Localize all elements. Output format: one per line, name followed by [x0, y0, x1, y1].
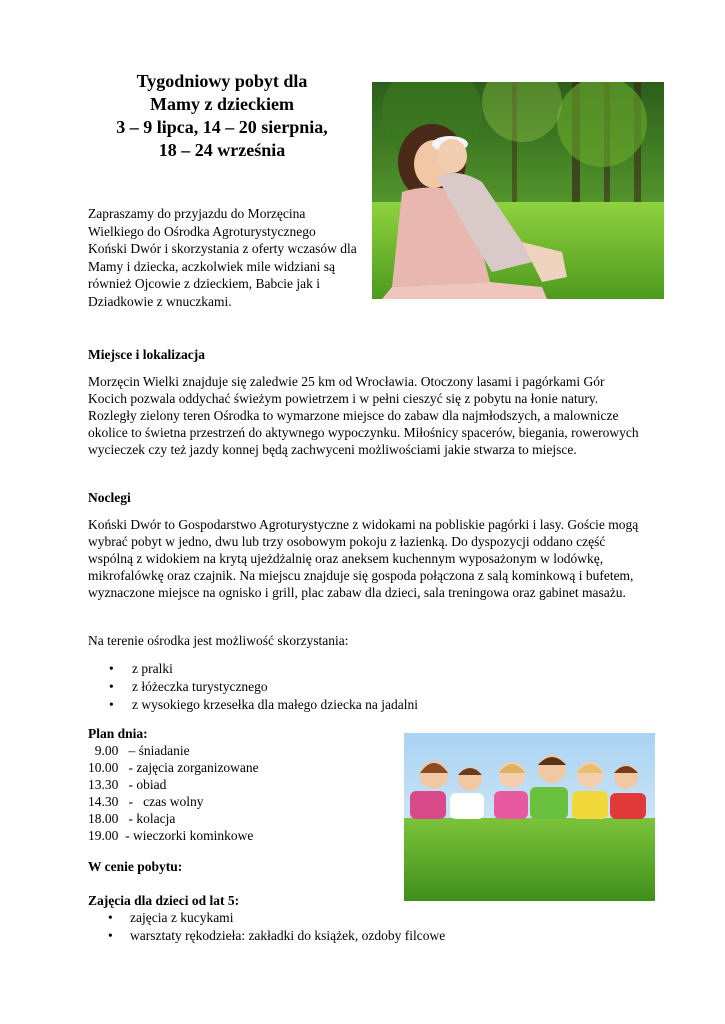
- kids-heading: Zajęcia dla dzieci od lat 5:: [88, 893, 240, 908]
- plan-title: Plan dnia:: [88, 726, 148, 741]
- title-line-3: 3 – 9 lipca, 14 – 20 sierpnia,: [116, 117, 328, 137]
- plan-row: 19.00 - wieczorki kominkowe: [88, 828, 254, 843]
- plan-row: 9.00 – śniadanie: [88, 743, 190, 758]
- title-line-2: Mamy z dzieckiem: [150, 94, 294, 114]
- plan-row: 10.00 - zajęcia zorganizowane: [88, 760, 259, 775]
- title-line-1: Tygodniowy pobyt dla: [136, 71, 308, 91]
- location-heading: Miejsce i lokalizacja: [88, 347, 205, 362]
- day-plan: [88, 725, 259, 844]
- amenities-intro: Na terenie ośrodka jest możliwość skorzystania:: [88, 633, 349, 648]
- price-heading: W cenie pobytu:: [88, 859, 183, 874]
- kids-activities-list: [88, 909, 445, 945]
- lodging-text: Koński Dwór to Gospodarstwo Agroturystyczne z widokami na pobliskie pagórki i lasy. Goście mogą wybrać pobyt w jedno, dwu lub trzy osobowym pokoju z łazienką. Do dyspozycji oddano część wspólną z widokiem na krytą ujeżdżalnię oraz aneksem kuchennym wyposażonym w lodówkę, mikrofalówkę oraz czajnik. Na miejscu znajduje się gospoda połączona z salą kominkową i bufetem, wyznaczone miejsce na ognisko i grill, plac zabaw dla dzieci, sala treningowa oraz gabinet masażu.: [88, 517, 639, 600]
- mother-daughter-photo: [372, 82, 664, 299]
- list-item: • zajęcia z kucykami: [108, 910, 234, 925]
- plan-row: 13.30 - obiad: [88, 777, 167, 792]
- bullet-icon: •: [109, 661, 114, 676]
- list-item: • z łóżeczka turystycznego: [109, 679, 268, 694]
- title-line-4: 18 – 24 września: [158, 140, 286, 160]
- plan-row: 14.30 - czas wolny: [88, 794, 204, 809]
- location-text: Morzęcin Wielki znajduje się zaledwie 25 km od Wrocławia. Otoczony lasami i pagórkami Gór Kocich pozwala oddychać świeżym powietrzem i w pełni cieszyć się z pobytu na łonie natury. Rozległy zielony teren Ośrodka to wymarzone miejsce do zabaw dla najmłodszych, a malownicze okolice to świetna przestrzeń do aktywnego wypoczynku. Miłośnicy spacerów, biegania, rowerowych wycieczek czy też jazdy konnej będą zachwyceni możliwościami jakie stwarza to miejsce.: [88, 374, 639, 457]
- list-item: • z wysokiego krzesełka dla małego dziecka na jadalni: [109, 697, 419, 712]
- intro-text: Zapraszamy do przyjazdu do Morzęcina Wielkiego do Ośrodka Agroturystycznego Koński Dwór i skorzystania z oferty wczasów dla Mamy i dziecka, aczkolwiek mile widziani są również Ojcowie z dzieckiem, Babcie jak i Dziadkowie z wnuczkami.: [88, 206, 357, 309]
- children-on-grass-photo: [404, 733, 655, 901]
- bullet-icon: •: [108, 928, 113, 943]
- plan-row: 18.00 - kolacja: [88, 811, 176, 826]
- list-item: • warsztaty rękodzieła: zakładki do książek, ozdoby filcowe: [108, 928, 446, 943]
- bullet-icon: •: [109, 679, 114, 694]
- bullet-icon: •: [108, 910, 113, 925]
- page-title: [88, 70, 356, 162]
- amenities-list: [88, 660, 418, 714]
- list-item: • z pralki: [109, 661, 173, 676]
- bullet-icon: •: [109, 697, 114, 712]
- lodging-heading: Noclegi: [88, 490, 131, 505]
